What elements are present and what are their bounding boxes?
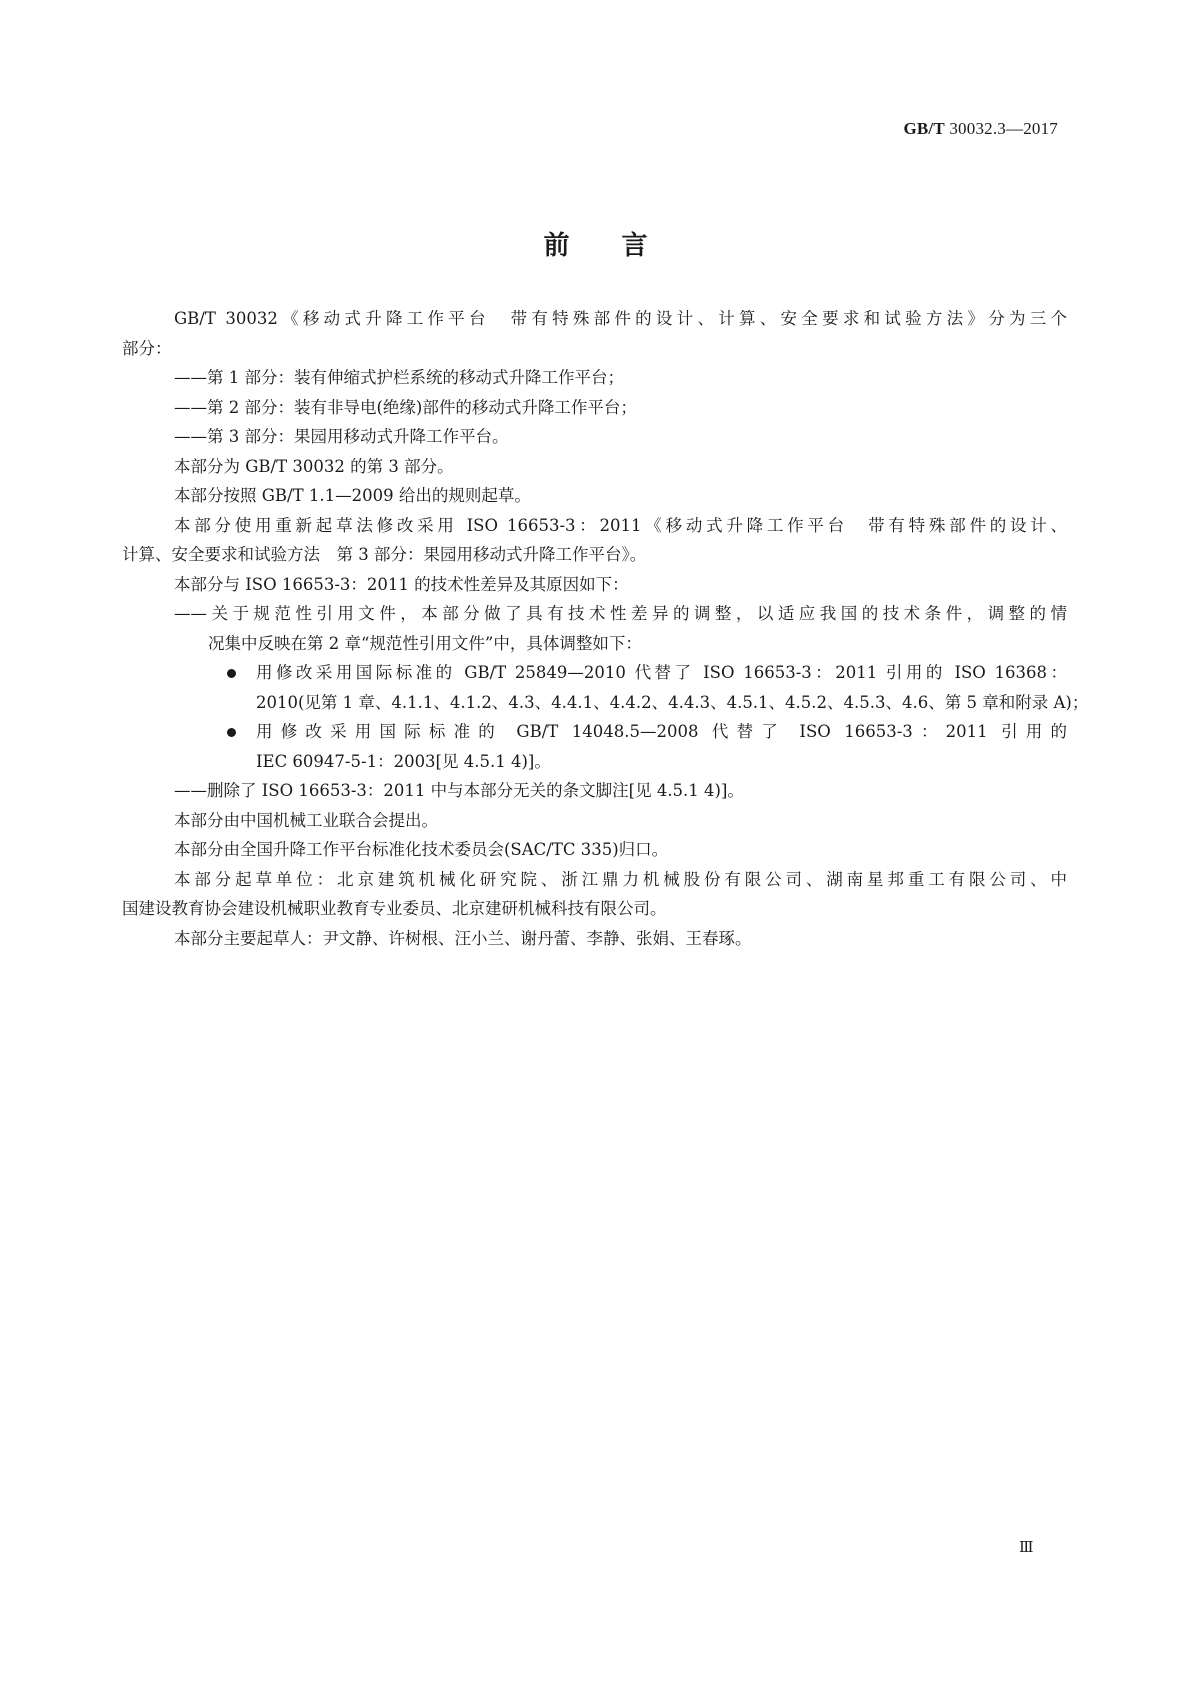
paragraph-committee: 本部分由全国升降工作平台标准化技术委员会(SAC/TC 335)归口。	[174, 840, 669, 859]
paragraph-adoption-cont: 计算、安全要求和试验方法 第 3 部分：果园用移动式升降工作平台》。	[122, 545, 647, 564]
bullet-item-2-cont: IEC 60947-5-1：2003[见 4.5.1 4)]。	[256, 751, 551, 771]
bullet-item-1-cont: 2010(见第 1 章、4.1.1、4.1.2、4.3、4.4.1、4.4.2、4.4.3、4.5.1、4.5.2、4.5.3、4.6、第 5 章和附录 A)；	[256, 692, 1089, 712]
paragraph-drafting-units-cont: 国建设教育协会建设机械职业教育专业委员、北京建研机械科技有限公司。	[122, 899, 667, 918]
foreword-body	[122, 304, 1089, 953]
list-item-difference-1-cont: 况集中反映在第 2 章“规范性引用文件”中，具体调整如下：	[208, 633, 642, 653]
bullet-icon	[227, 669, 236, 678]
standard-code: 30032.3—2017	[949, 119, 1058, 138]
page-title: 前言	[543, 231, 700, 261]
list-item-difference-1: ——关于规范性引用文件，本部分做了具有技术性差异的调整，以适应我国的技术条件，调整的情	[174, 604, 1067, 623]
bullet-icon	[227, 728, 236, 737]
paragraph-differences-intro: 本部分与 ISO 16653-3：2011 的技术性差异及其原因如下：	[174, 574, 629, 594]
page-number: Ⅲ	[1019, 1540, 1034, 1556]
paragraph-series-intro: GB/T 30032《移动式升降工作平台 带有特殊部件的设计、计算、安全要求和试验方法》分为三个	[174, 309, 1067, 328]
list-item-part1: ——第 1 部分：装有伸缩式护栏系统的移动式升降工作平台；	[174, 368, 624, 387]
paragraph-proposer: 本部分由中国机械工业联合会提出。	[174, 810, 438, 830]
paragraph-part-number: 本部分为 GB/T 30032 的第 3 部分。	[174, 456, 454, 476]
standard-number	[903, 119, 1058, 139]
paragraph-drafting-units: 本部分起草单位：北京建筑机械化研究院、浙江鼎力机械股份有限公司、湖南星邦重工有限公司、中	[174, 869, 1067, 889]
bullet-item-2: 用修改采用国际标准的 GB/T 14048.5—2008 代替了 ISO 16653-3：2011 引用的	[122, 717, 1067, 747]
paragraph-drafters: 本部分主要起草人：尹文静、许树根、汪小兰、谢丹蕾、李静、张娟、王春琢。	[174, 928, 752, 948]
list-item-part3: ——第 3 部分：果园用移动式升降工作平台。	[174, 427, 509, 446]
standard-prefix: GB/T	[903, 119, 945, 138]
paragraph-drafting-rules: 本部分按照 GB/T 1.1—2009 给出的规则起草。	[174, 486, 531, 505]
paragraph-series-intro-cont: 部分：	[122, 338, 172, 358]
paragraph-adoption: 本部分使用重新起草法修改采用 ISO 16653-3：2011《移动式升降工作平台 带有特殊部件的设计、	[174, 515, 1067, 535]
list-item-difference-2: ——删除了 ISO 16653-3：2011 中与本部分无关的条文脚注[见 4.5.1 4)]。	[174, 781, 744, 800]
list-item-part2: ——第 2 部分：装有非导电(绝缘)部件的移动式升降工作平台；	[174, 397, 637, 417]
bullet-item-1: 用修改采用国际标准的 GB/T 25849—2010 代替了 ISO 16653-3：2011 引用的 ISO 16368：	[122, 658, 1067, 688]
